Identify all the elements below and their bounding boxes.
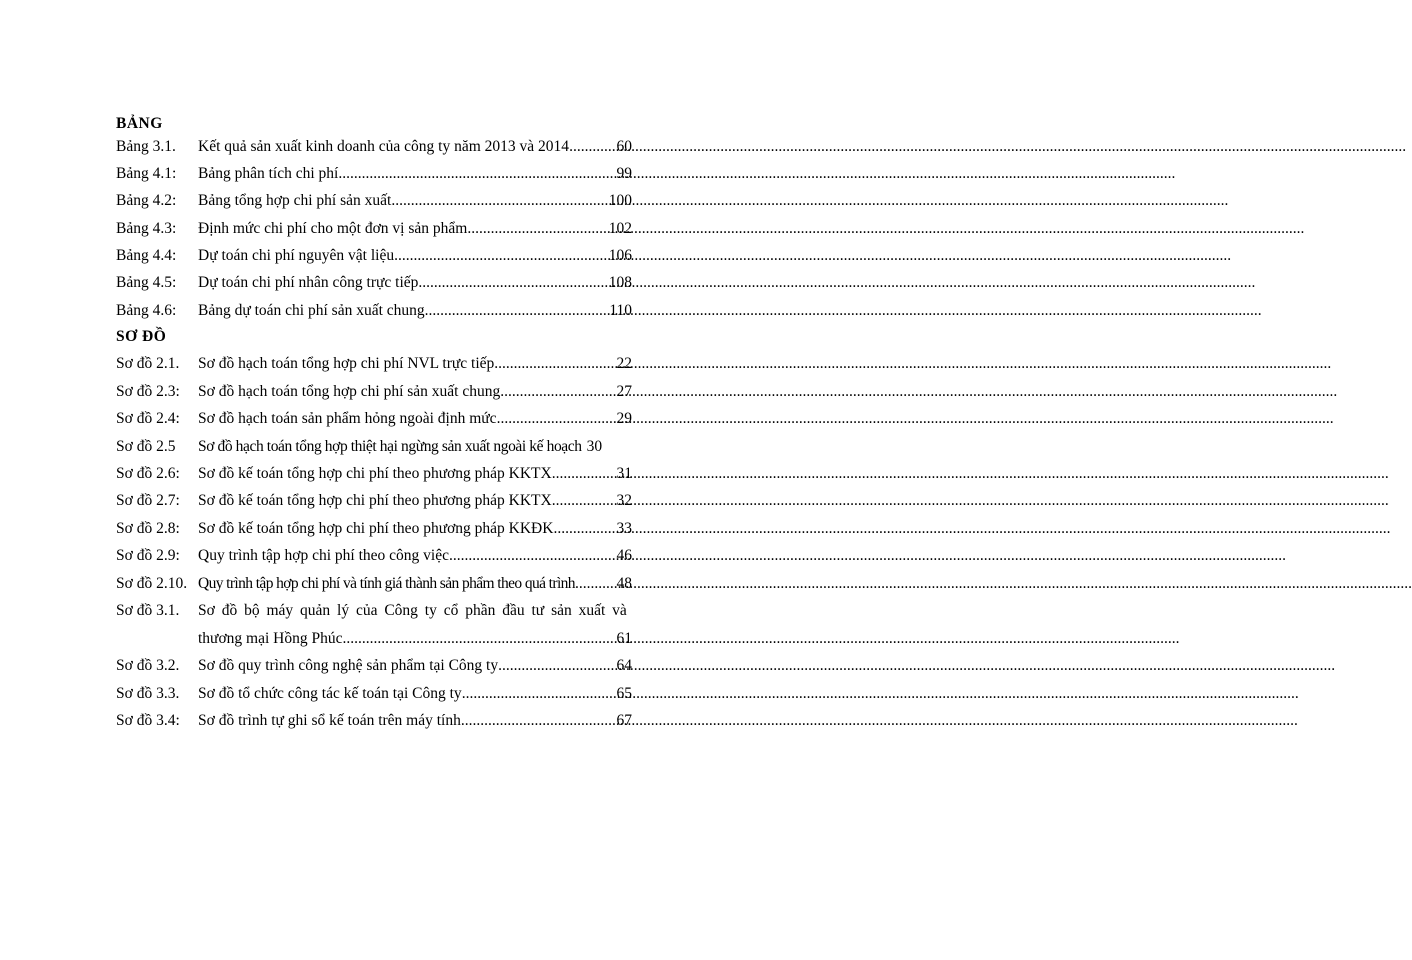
entry-title: Sơ đồ kế toán tổng hợp chi phí theo phương pháp KKTX [198,465,552,482]
dot-leader [418,273,608,293]
entry-label: Sơ đồ 2.4: [116,410,180,427]
toc-entry [116,574,632,594]
entry-title: Quy trình tập hợp chi phí theo công việc [198,547,449,564]
dot-leader [497,409,617,429]
entry-label: Sơ đồ 2.3: [116,383,180,400]
toc-entry [116,519,632,539]
entry-title-continued: thương mại Hồng Phúc [198,630,343,647]
toc-entry [116,464,632,484]
entry-page: 102 [608,220,632,237]
entry-title: Sơ đồ kế toán tổng hợp chi phí theo phương pháp KKĐK [198,520,554,537]
entry-page: 60 [616,138,632,155]
entry-page: 27 [616,383,632,400]
entry-label: Sơ đồ 3.3. [116,685,180,702]
entry-page: 33 [616,520,632,537]
dot-leader [425,301,610,321]
entry-label: Bảng 4.5: [116,274,177,291]
dot-leader [461,711,617,731]
entry-title: Sơ đồ hạch toán tổng hợp chi phí NVL trực tiếp [198,355,495,372]
entry-label: Sơ đồ 3.1. [116,602,180,619]
entry-page: 106 [608,247,632,264]
toc-entry [116,354,632,374]
entry-page: 30 [586,438,603,455]
entry-page: 65 [616,685,632,702]
dot-leader [394,246,609,266]
entry-page: 61 [616,630,632,647]
dot-leader [467,219,608,239]
dot-leader [391,191,608,211]
entry-page: 100 [608,192,632,209]
entry-title: Định mức chi phí cho một đơn vị sản phẩm [198,220,468,237]
toc-entry [116,546,632,566]
toc-entry [116,164,632,184]
entry-title: Quy trình tập hợp chi phí và tính giá thành sản phẩm theo quá trình [198,575,575,592]
entry-page: 67 [616,712,632,729]
entry-label: Bảng 4.6: [116,302,177,319]
dot-leader [569,137,616,157]
dot-leader [553,519,616,539]
dot-leader [575,574,617,594]
entry-title: Sơ đồ hạch toán sản phẩm hỏng ngoài định mức [198,410,497,427]
toc-entry [116,137,632,157]
toc-entry [116,301,632,321]
entry-label: Bảng 4.3: [116,220,177,237]
entry-page: 46 [616,547,632,564]
dot-leader [494,354,616,374]
entry-label: Bảng 4.4: [116,247,177,264]
toc-entry [116,191,632,211]
toc-entry [116,656,632,676]
tables-heading: BẢNG [116,115,163,132]
dot-leader [500,382,616,402]
entry-title: Bảng dự toán chi phí sản xuất chung [198,302,425,319]
entry-label: Sơ đồ 2.5 [116,438,176,455]
toc-entry [116,601,632,649]
entry-page: 99 [616,165,632,182]
entry-title: Sơ đồ hạch toán tổng hợp thiệt hại ngừng sản xuất ngoài kế hoạch [198,438,582,455]
dot-leader [552,491,617,511]
dot-leader [449,546,617,566]
entry-label: Sơ đồ 2.8: [116,520,180,537]
toc-entry [116,409,632,429]
entry-title: Bảng tổng hợp chi phí sản xuất [198,192,392,209]
entry-label: Sơ đồ 3.4: [116,712,180,729]
entry-page: 29 [616,410,632,427]
entry-page: 31 [616,465,632,482]
entry-page: 64 [616,657,632,674]
dot-leader [498,656,616,676]
entry-title: Kết quả sản xuất kinh doanh của công ty năm 2013 và 2014 [198,138,570,155]
toc-entry [116,711,632,731]
entry-page: 108 [608,274,632,291]
toc-entry [116,382,632,402]
entry-title: Sơ đồ quy trình công nghệ sản phẩm tại Công ty [198,657,499,674]
toc-entry [116,246,632,266]
dot-leader [462,684,617,704]
entry-page: 32 [616,492,632,509]
entry-label: Sơ đồ 2.6: [116,465,180,482]
dot-leader [342,629,616,649]
entry-title: Sơ đồ bộ máy quản lý của Công ty cổ phần đầu tư sản xuất và [198,602,627,619]
entry-title: Sơ đồ tổ chức công tác kế toán tại Công ty [198,685,462,702]
entry-label: Bảng 4.1: [116,165,177,182]
entry-title: Sơ đồ kế toán tổng hợp chi phí theo phương pháp KKTX [198,492,552,509]
toc-entry [116,273,632,293]
entry-title: Bảng phân tích chi phí [198,165,339,182]
toc-entry [116,219,632,239]
entry-title: Dự toán chi phí nguyên vật liệu [198,247,395,264]
document-page [0,0,700,960]
entry-title: Sơ đồ hạch toán tổng hợp chi phí sản xuất chung [198,383,501,400]
entry-title: Sơ đồ trình tự ghi sổ kế toán trên máy tính [198,712,461,729]
entry-page: 110 [609,302,632,319]
toc-entry [116,437,632,457]
entry-label: Sơ đồ 3.2. [116,657,180,674]
entry-label: Sơ đồ 2.9: [116,547,180,564]
entry-page: 48 [616,575,632,592]
entry-page: 22 [616,355,632,372]
entry-label: Bảng 4.2: [116,192,177,209]
entry-label: Sơ đồ 2.1. [116,355,180,372]
diagrams-heading: SƠ ĐỒ [116,328,167,345]
toc-entry [116,684,632,704]
entry-label: Sơ đồ 2.7: [116,492,180,509]
entry-label: Bảng 3.1. [116,138,176,155]
dot-leader [338,164,616,184]
entry-label: Sơ đồ 2.10. [116,575,188,592]
dot-leader [552,464,617,484]
entry-title: Dự toán chi phí nhân công trực tiếp [198,274,419,291]
toc-entry [116,491,632,511]
